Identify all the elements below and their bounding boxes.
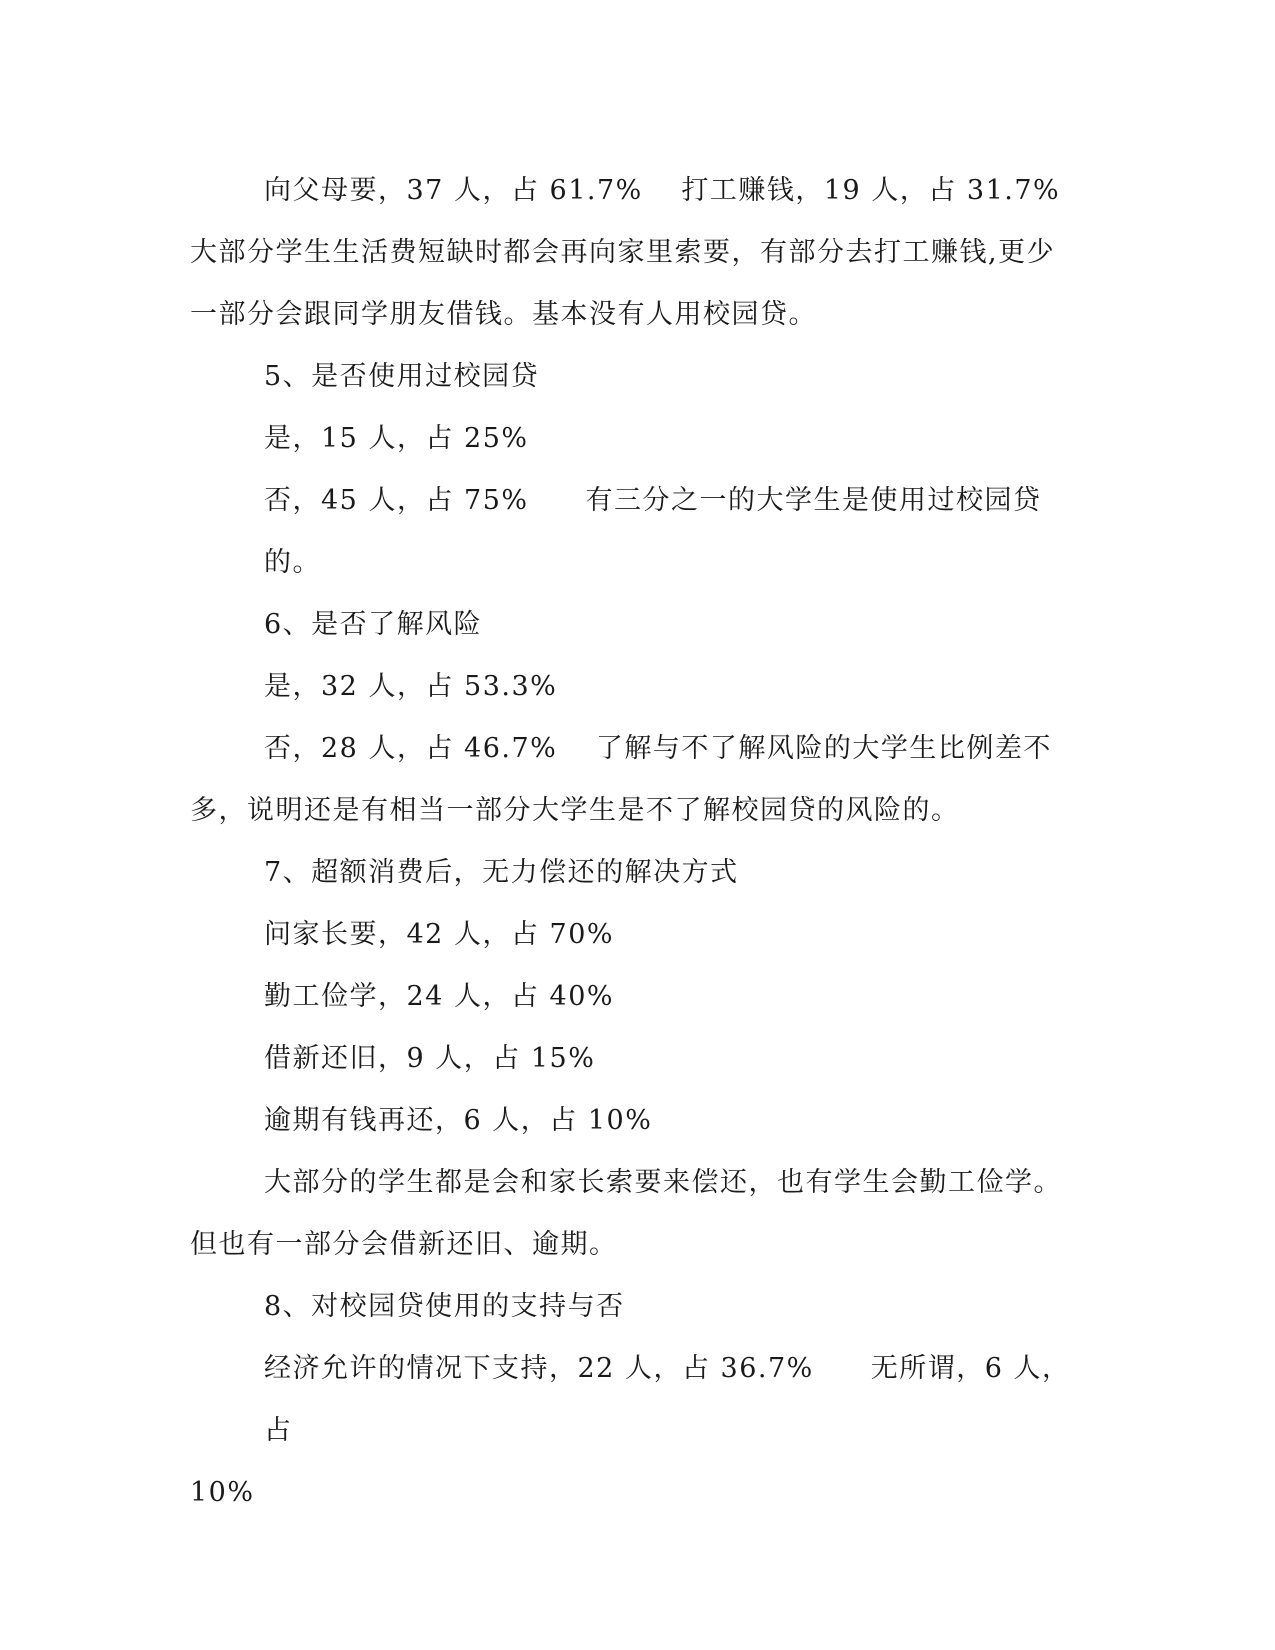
paragraph-funding-sources: 向父母要，37 人，占 61.7% 打工赚钱，19 人，占 31.7% 大部分学生生活费短缺时都会再向家里索要，有部分去打工赚钱,更少一部分会跟同学朋友借钱。基本没有人用校园贷。 <box>190 175 1089 330</box>
question-6-answer-yes: 是，32 人，占 53.3% <box>264 671 558 702</box>
question-8-answer-continuation: 10% <box>190 1477 255 1508</box>
question-8-answer-line: 经济允许的情况下支持，22 人，占 36.7% 无所谓，6 人，占 <box>264 1353 1071 1446</box>
question-5-heading: 5、是否使用过校园贷 <box>264 361 540 392</box>
question-7-answer-work-study: 勤工俭学，24 人，占 40% <box>264 981 615 1012</box>
question-5-answer-no: 否，45 人，占 75% 有三分之一的大学生是使用过校园贷的。 <box>264 485 1042 578</box>
question-5-answer-yes: 是，15 人，占 25% <box>264 423 529 454</box>
question-6-heading: 6、是否了解风险 <box>264 609 483 640</box>
question-7-answer-refinance: 借新还旧，9 人，占 15% <box>264 1043 596 1074</box>
question-8-heading: 8、对校园贷使用的支持与否 <box>264 1291 625 1322</box>
question-7-summary-paragraph: 大部分的学生都是会和家长索要来偿还，也有学生会勤工俭学。但也有一部分会借新还旧、逾期。 <box>190 1167 1062 1260</box>
question-7-heading: 7、超额消费后，无力偿还的解决方式 <box>264 857 739 888</box>
question-7-answer-overdue: 逾期有钱再还，6 人，占 10% <box>264 1105 653 1136</box>
question-6-answer-no-paragraph: 否，28 人，占 46.7% 了解与不了解风险的大学生比例差不多，说明还是有相当一部分大学生是不了解校园贷的风险的。 <box>190 733 1052 826</box>
question-7-answer-parents: 问家长要，42 人，占 70% <box>264 919 615 950</box>
document-body <box>190 160 1089 1524</box>
